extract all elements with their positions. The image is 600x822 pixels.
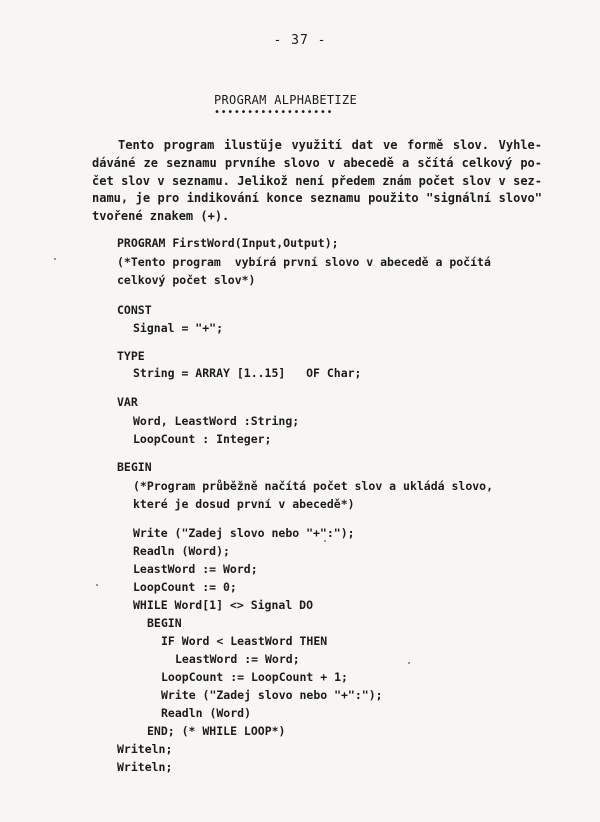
program-title: PROGRAM ALPHABETIZE [214,93,357,107]
code-line: PROGRAM FirstWord(Input,Output); [117,236,339,250]
intro-paragraph [92,137,542,226]
code-line: LoopCount := 0; [133,580,237,594]
code-line: LoopCount := LoopCount + 1; [161,670,348,684]
intro-line: tvořené znakem (+). [92,209,230,224]
code-line: Write ("Zadej slovo nebo "+":"); [161,688,383,702]
code-line: LeastWord := Word; [175,652,300,666]
code-keyword-line: BEGIN [147,616,182,630]
intro-line: dáváné ze seznamu prvníhe slovo v abecedě a sčítá celkový po- [92,155,542,170]
code-line: Word, LeastWord :String; [133,414,300,428]
code-line: Writeln; [117,760,173,774]
code-line: END; (* WHILE LOOP*) [147,724,286,738]
code-line: WHILE Word[1] <> Signal DO [133,598,314,612]
code-line: LeastWord := Word; [133,562,258,576]
code-line: Signal = "+"; [133,321,224,335]
code-comment-line: celkový počet slov*) [117,273,256,287]
intro-line: čet slov v seznamu. Jelikož není předem znám počet slov v sez- [92,173,542,188]
code-keyword-line: CONST [117,303,152,317]
code-keyword-line: BEGIN [117,460,152,474]
code-line: Readln (Word) [161,706,252,720]
code-line: Write ("Zadej slovo nebo "+":"); [133,526,355,540]
scan-speck [408,662,410,664]
scan-speck [96,584,98,586]
scan-speck [54,258,56,260]
code-line: LoopCount : Integer; [133,432,272,446]
title-dotted-underline: •••••••••••••••••• [214,107,334,118]
code-comment-line: (*Program průběžně načítá počet slov a ukládá slovo, [133,479,494,493]
code-comment-line: (*Tento program vybírá první slovo v abecedě a počítá [117,255,491,269]
scan-speck [324,540,326,542]
code-comment-line: které je dosud první v abecedě*) [133,497,355,511]
code-keyword-line: VAR [117,395,138,409]
code-line: Readln (Word); [133,544,230,558]
code-keyword-line: TYPE [117,349,145,363]
page-number: - 37 - [273,33,327,48]
code-line: Writeln; [117,742,173,756]
code-line: String = ARRAY [1..15] OF Char; [133,366,362,380]
intro-line: Tento program ilustŭje využití dat ve formě slov. Vyhle- [118,138,542,152]
code-line: IF Word < LeastWord THEN [161,634,328,648]
intro-line: namu, je pro indikování konce seznamu použito "signální slovo" [92,191,542,206]
